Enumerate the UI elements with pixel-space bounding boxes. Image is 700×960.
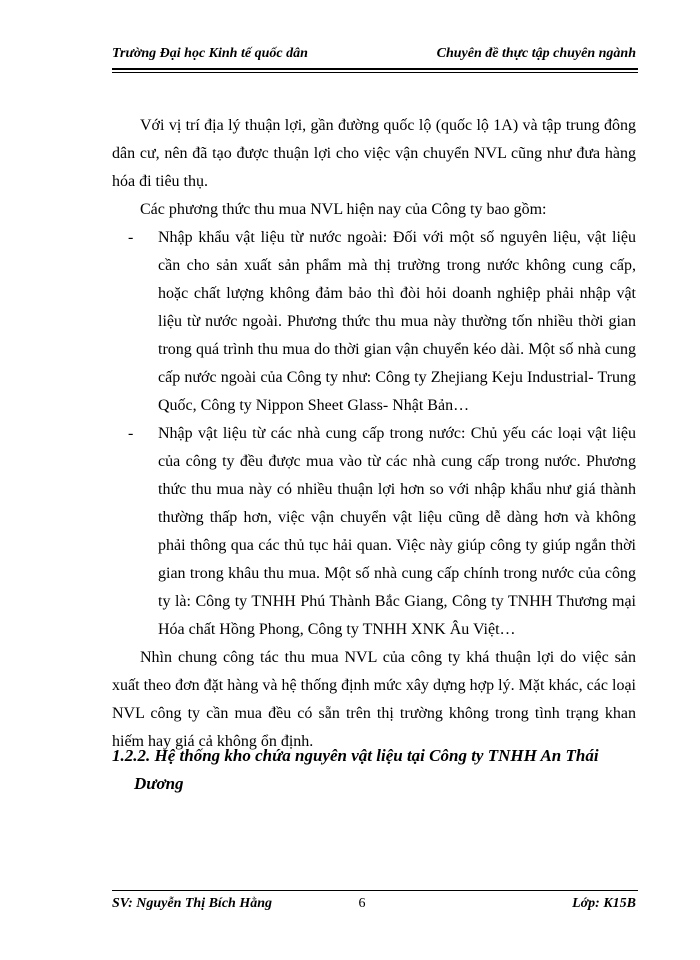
section-heading <box>112 742 636 798</box>
page-footer <box>112 896 636 912</box>
header-report-title: Chuyên đề thực tập chuyên ngành <box>436 46 636 61</box>
section-heading-line1: 1.2.2. Hệ thống kho chứa nguyên vật liệu tại Công ty TNHH An Thái <box>112 746 599 765</box>
bullet-import-text: Nhập khẩu vật liệu từ nước ngoài: Đối với một số nguyên liệu, vật liệu cần cho sản xuất sản phẩm mà thị trường trong nước không cung cấp, hoặc chất lượng không đảm bảo thì đòi hỏi doanh nghiệp phải nhập vật liệu từ nước ngoài. Phương thức thu mua này thường tốn nhiều thời gian trong quá trình thu mua do thời gian vận chuyển kéo dài. Một số nhà cung cấp nước ngoài của Công ty như: Công ty Zhejiang Keju Industrial- Trung Quốc, Công ty Nippon Sheet Glass- Nhật Bản… <box>158 229 636 414</box>
footer-student-name: SV: Nguyễn Thị Bích Hằng <box>112 896 272 911</box>
header-university: Trường Đại học Kinh tế quốc dân <box>112 46 308 61</box>
bullet-import <box>112 224 636 420</box>
paragraph-location: Với vị trí địa lý thuận lợi, gần đường quốc lộ (quốc lộ 1A) và tập trung đông dân cư, nên đã tạo được thuận lợi cho việc vận chuyển NVL cũng như đưa hàng hóa đi tiêu thụ. <box>112 117 636 190</box>
document-body <box>112 112 636 756</box>
page-number: 6 <box>358 896 366 911</box>
bullet-dash: - <box>128 229 134 246</box>
footer-divider <box>112 890 638 891</box>
page-header <box>112 46 636 62</box>
bullet-domestic-text: Nhập vật liệu từ các nhà cung cấp trong nước: Chủ yếu các loại vật liệu của công ty đều được mua vào từ các nhà cung cấp trong nước. Phương thức thu mua này có nhiều thuận lợi hơn so với nhập khẩu như giá thành thường thấp hơn, việc vận chuyển vật liệu cũng dễ dàng hơn và không phải thông qua các thủ tục hải quan. Việc này giúp công ty giúp ngắn thời gian trong khâu thu mua. Một số nhà cung cấp chính trong nước của công ty là: Công ty TNHH Phú Thành Bắc Giang, Công ty TNHH Thương mại Hóa chất Hồng Phong, Công ty TNHH XNK Âu Việt… <box>158 425 636 638</box>
section-heading-line2: Dương <box>134 774 184 793</box>
paragraph-summary: Nhìn chung công tác thu mua NVL của công ty khá thuận lợi do việc sản xuất theo đơn đặt hàng và hệ thống định mức xây dựng hợp lý. Mặt khác, các loại NVL công ty cần mua đều có sẵn trên thị trường không trong tình trạng khan hiếm hay giá cả không ổn định. <box>112 649 636 750</box>
header-divider <box>112 68 638 73</box>
bullet-domestic <box>112 420 636 644</box>
bullet-dash: - <box>128 425 134 442</box>
footer-class: Lớp: K15B <box>572 896 636 911</box>
paragraph-purchase-methods: Các phương thức thu mua NVL hiện nay của Công ty bao gồm: <box>140 201 547 218</box>
